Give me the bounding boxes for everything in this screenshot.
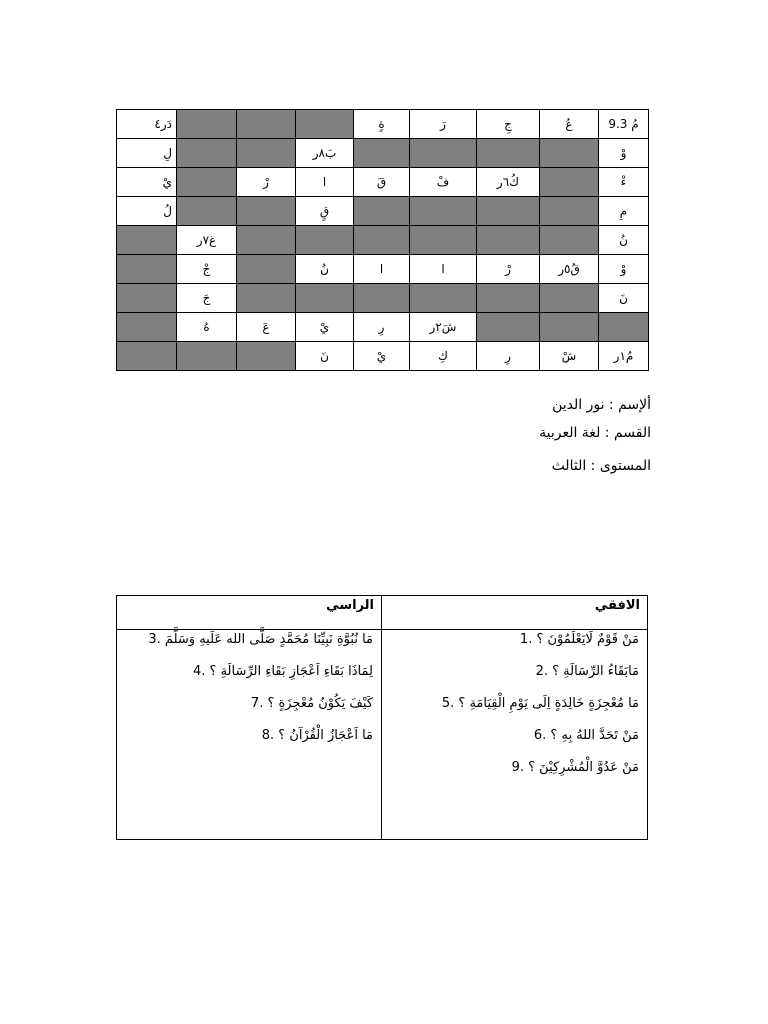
grid-cell-blocked xyxy=(354,284,410,313)
grid-cell-blocked xyxy=(540,139,599,168)
grid-cell-blocked xyxy=(477,226,540,255)
vertical-clues xyxy=(117,630,382,840)
grid-cell-blocked xyxy=(540,168,599,197)
grid-row xyxy=(117,168,649,197)
vertical-clue: كَيْفَ يَكُوْنُ مُعْجِزَةٍ ؟ .7 xyxy=(250,696,373,711)
grid-cell-blocked xyxy=(117,342,177,371)
grid-cell: شْ xyxy=(540,342,599,371)
grid-cell: ا xyxy=(410,255,477,284)
grid-cell: لُ xyxy=(117,197,177,226)
grid-cell-blocked xyxy=(296,226,354,255)
grid-cell-blocked xyxy=(237,139,296,168)
grid-cell: دَر٤ xyxy=(117,110,177,139)
grid-cell-blocked xyxy=(237,110,296,139)
grid-cell: ا xyxy=(296,168,354,197)
grid-cell: مُ 9.3 xyxy=(599,110,649,139)
grid-cell: فْ xyxy=(410,168,477,197)
horizontal-header: الافقي xyxy=(382,596,648,630)
grid-cell-blocked xyxy=(410,139,477,168)
grid-cell-blocked xyxy=(177,139,237,168)
grid-cell-blocked xyxy=(177,168,237,197)
grid-cell: جَ xyxy=(177,284,237,313)
grid-row xyxy=(117,139,649,168)
grid-cell: كُ٦ر xyxy=(477,168,540,197)
grid-row xyxy=(117,226,649,255)
grid-cell: هُ xyxy=(177,313,237,342)
grid-cell: رِ xyxy=(354,313,410,342)
grid-cell: وْ xyxy=(599,255,649,284)
grid-cell: رْ xyxy=(237,168,296,197)
grid-cell: مُ١ر xyxy=(599,342,649,371)
grid-row xyxy=(117,284,649,313)
grid-cell-blocked xyxy=(117,313,177,342)
horizontal-clues xyxy=(382,630,648,840)
horizontal-clue: مَنْ تَحَدَّ اللهُ بِهِ ؟ .6 xyxy=(533,728,639,743)
grid-cell: عَ xyxy=(237,313,296,342)
grid-cell: نَ xyxy=(599,284,649,313)
grid-cell-blocked xyxy=(354,139,410,168)
grid-cell-blocked xyxy=(540,313,599,342)
grid-cell-blocked xyxy=(177,342,237,371)
grid-cell: نَ xyxy=(296,342,354,371)
grid-cell-blocked xyxy=(410,197,477,226)
grid-cell-blocked xyxy=(237,197,296,226)
grid-cell: ةٍ xyxy=(354,110,410,139)
grid-cell-blocked xyxy=(237,342,296,371)
vertical-clue: مَا اَعْجَازُ الْقُرْآنُ ؟ .8 xyxy=(261,728,373,743)
horizontal-clue: مَنْ قَوْمٌ لَايَعْلَمُوْنَ ؟ .1 xyxy=(519,632,639,647)
grid-cell-blocked xyxy=(237,255,296,284)
grid-row xyxy=(117,197,649,226)
department: القسم : لغة العربية xyxy=(539,425,651,441)
grid-cell: جْ xyxy=(177,255,237,284)
grid-cell: رْ xyxy=(477,255,540,284)
grid-cell-blocked xyxy=(117,284,177,313)
grid-cell: يْ xyxy=(296,313,354,342)
grid-cell: يْ xyxy=(117,168,177,197)
grid-cell: عُ xyxy=(540,110,599,139)
crossword-grid xyxy=(116,109,649,371)
grid-cell-blocked xyxy=(540,284,599,313)
grid-cell-blocked xyxy=(477,197,540,226)
grid-cell: قَ xyxy=(354,168,410,197)
grid-cell-blocked xyxy=(177,110,237,139)
grid-cell-blocked xyxy=(296,110,354,139)
grid-cell: لِ xyxy=(117,139,177,168)
grid-cell: وْ xyxy=(599,139,649,168)
grid-row xyxy=(117,255,649,284)
grid-cell-blocked xyxy=(599,313,649,342)
grid-cell-blocked xyxy=(410,226,477,255)
grid-cell-blocked xyxy=(477,284,540,313)
grid-cell-blocked xyxy=(354,197,410,226)
grid-cell-blocked xyxy=(477,139,540,168)
grid-cell-blocked xyxy=(540,226,599,255)
grid-cell: نُ xyxy=(296,255,354,284)
grid-cell-blocked xyxy=(540,197,599,226)
grid-cell: جِ xyxy=(477,110,540,139)
level: المستوى : الثالث xyxy=(551,458,651,474)
vertical-header: الراسي xyxy=(117,596,382,630)
grid-cell: قُ٥ر xyxy=(540,255,599,284)
grid-cell: رِ xyxy=(477,342,540,371)
grid-cell-blocked xyxy=(117,255,177,284)
grid-cell-blocked xyxy=(354,226,410,255)
grid-cell: كِ xyxy=(410,342,477,371)
horizontal-clue: مَنْ عَدُوَّ الْمُشْرِكِيْنَ ؟ .9 xyxy=(511,760,639,775)
grid-cell: يْ xyxy=(354,342,410,371)
grid-cell-blocked xyxy=(296,284,354,313)
horizontal-clue: مَا مُعْجِزَةٍ خَالِدَةٍ اِلَى يَوْمِ الْقِيَامَةِ ؟ .5 xyxy=(441,696,639,711)
grid-row xyxy=(117,110,649,139)
grid-cell-blocked xyxy=(410,284,477,313)
grid-cell: غ٧ر xyxy=(177,226,237,255)
grid-row xyxy=(117,313,649,342)
grid-row xyxy=(117,342,649,371)
grid-cell: رَ xyxy=(410,110,477,139)
vertical-clue: مَا نُبُوَّةِ نَبِيِّنَا مُحَمَّدٍ صَلَّى الله عَلَيهِ وَسَلَّمَ .3 xyxy=(148,632,373,647)
grid-cell-blocked xyxy=(237,226,296,255)
student-name: ألإسم : نور الدين xyxy=(552,397,651,413)
grid-cell-blocked xyxy=(477,313,540,342)
grid-cell: بَ٨ر xyxy=(296,139,354,168)
grid-cell: نُ xyxy=(599,226,649,255)
vertical-clue: لِمَاذَا بَقَاءِ اَعْجَازِ بَقَاءِ الرِّسَالَةِ ؟ .4 xyxy=(192,664,373,679)
grid-cell: ا xyxy=(354,255,410,284)
grid-cell: قٍ xyxy=(296,197,354,226)
horizontal-clue: مَابَقَاءُ الرِّسَالَةِ ؟ .2 xyxy=(535,664,639,679)
grid-cell: شَ٢ر xyxy=(410,313,477,342)
grid-cell-blocked xyxy=(117,226,177,255)
grid-cell: مِ xyxy=(599,197,649,226)
grid-cell: ءْ xyxy=(599,168,649,197)
grid-cell-blocked xyxy=(237,284,296,313)
clues-table xyxy=(116,595,648,840)
grid-cell-blocked xyxy=(177,197,237,226)
